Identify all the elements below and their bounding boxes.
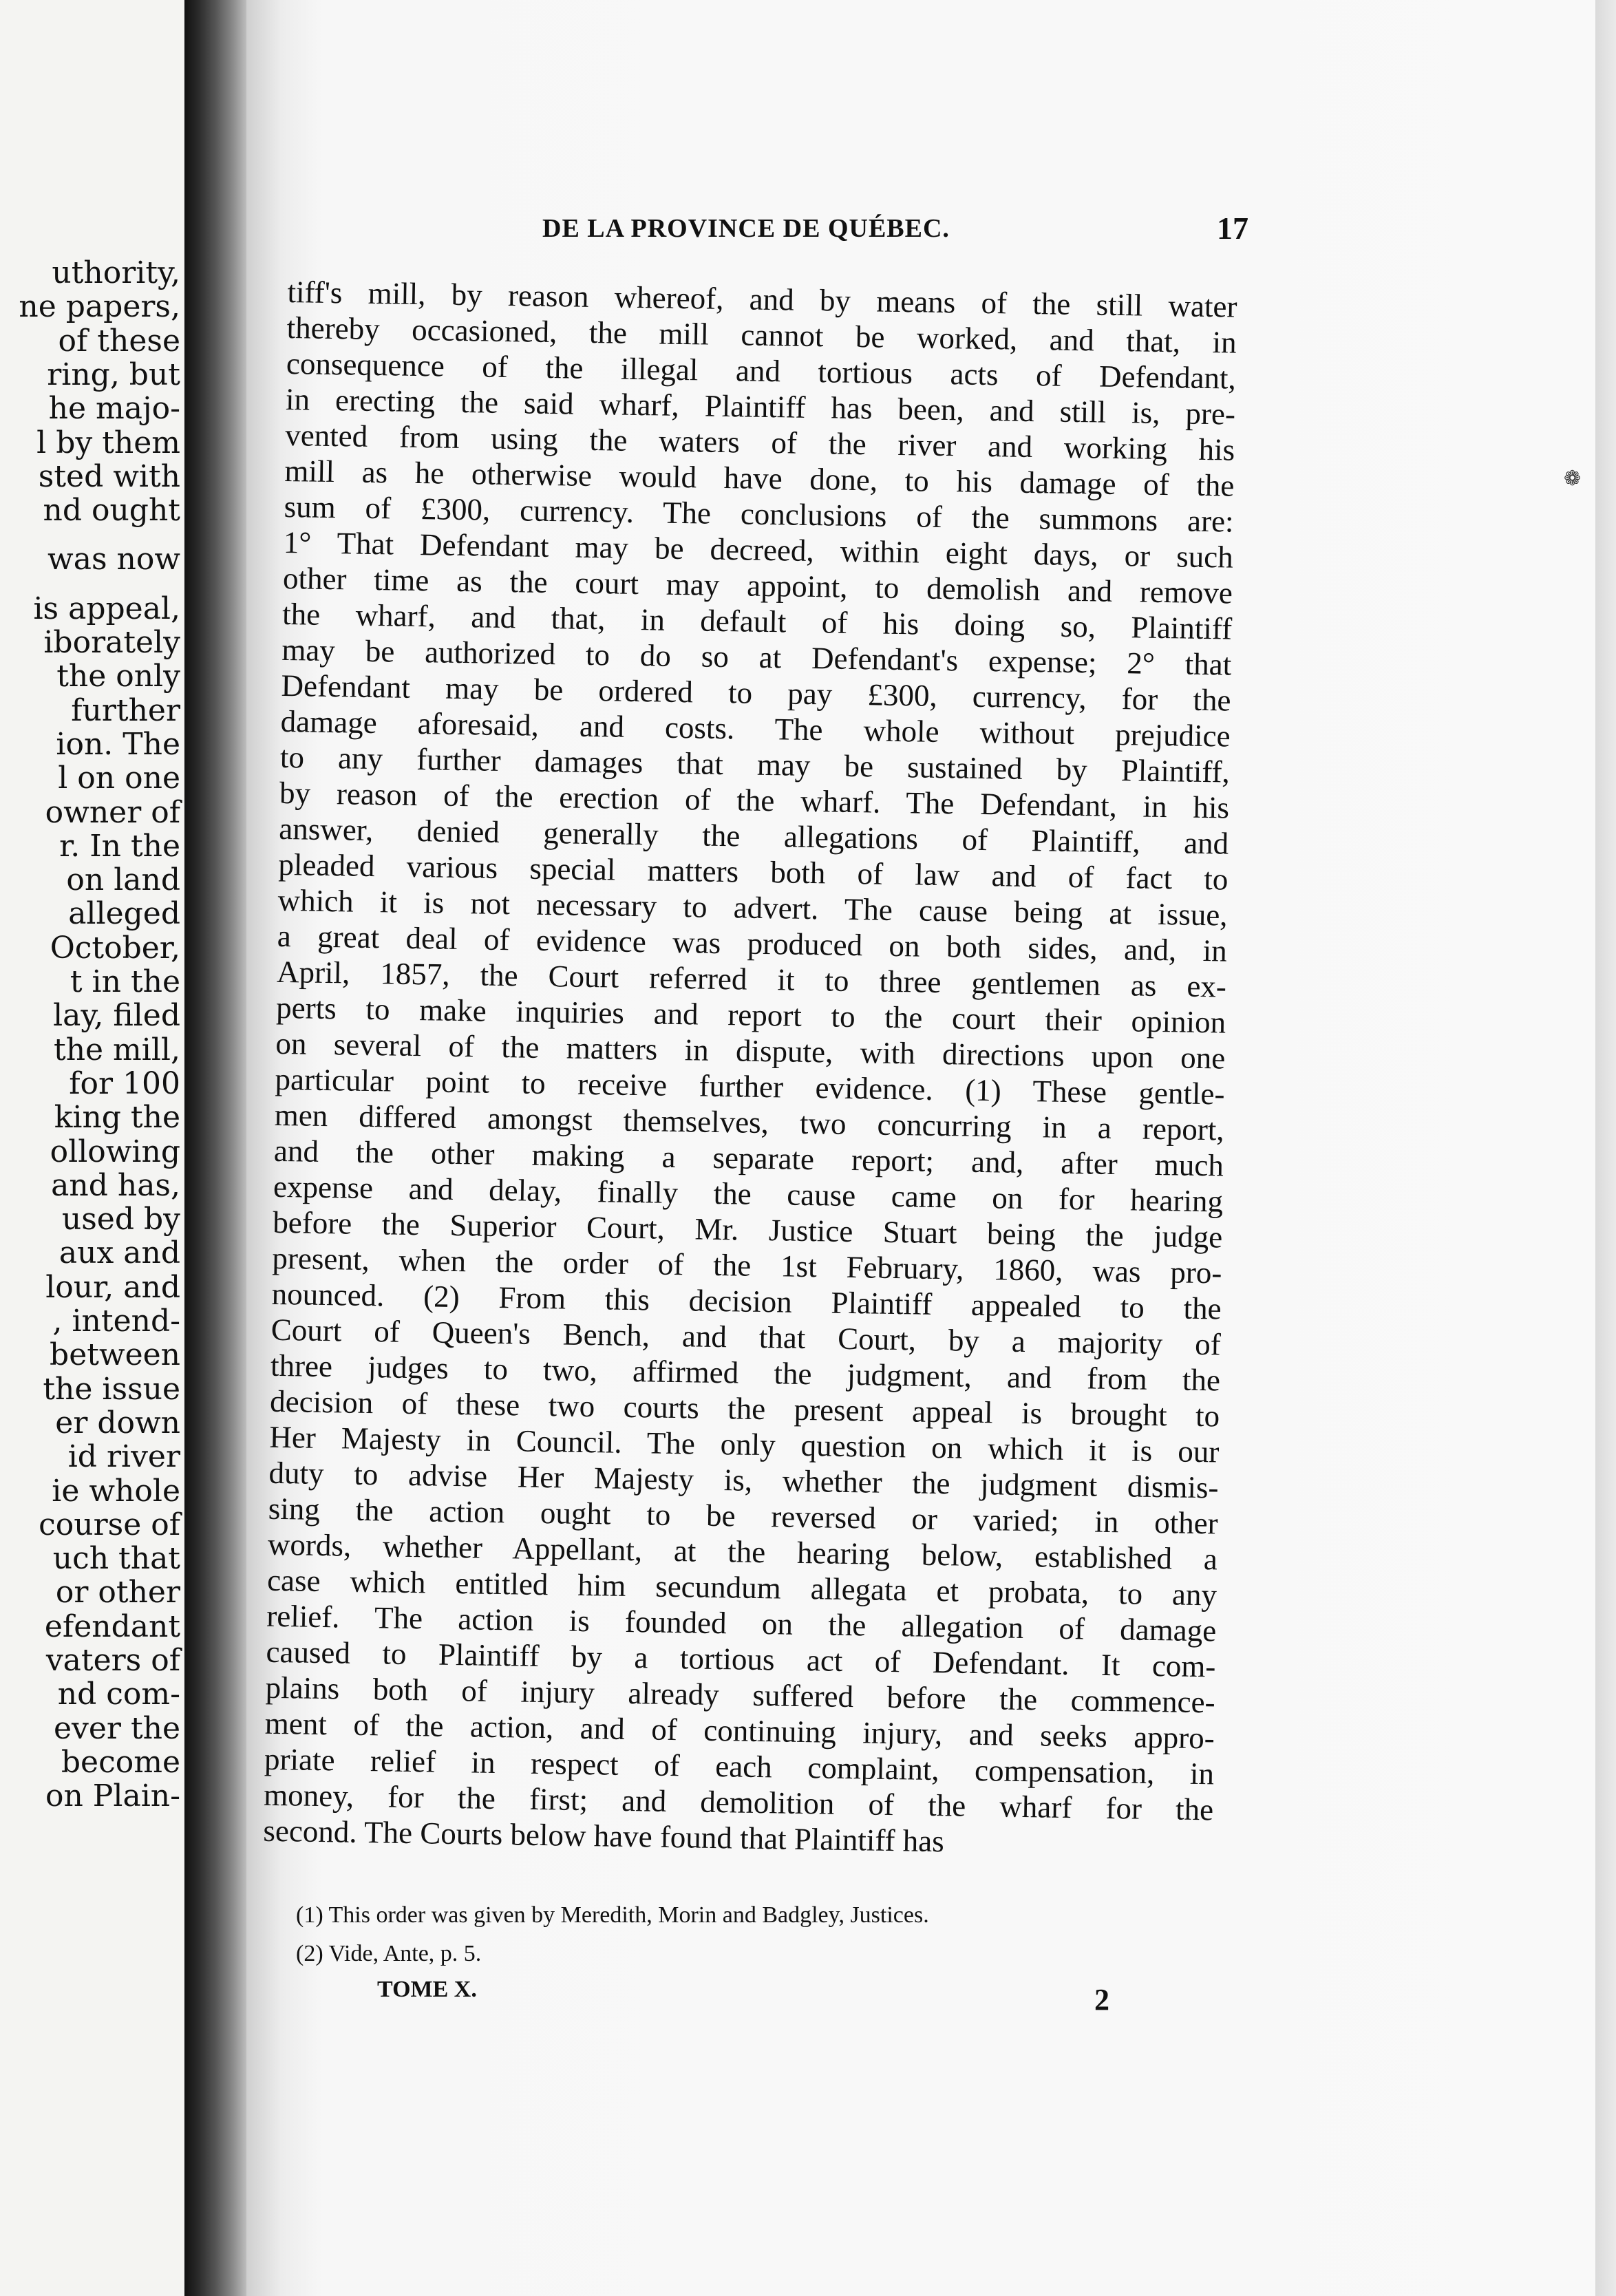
left-page-line: ever the: [53, 1710, 180, 1746]
running-head: DE LA PROVINCE DE QUÉBEC.: [542, 214, 950, 243]
body-line: present, when the order of the 1st February, 1860, was pro-: [272, 1240, 1222, 1290]
body-line: words, whether Appellant, at the hearing below, established a: [267, 1527, 1218, 1577]
left-page-line: for 100: [69, 1065, 180, 1101]
footnote-2: (2) Vide, Ante, p. 5.: [296, 1941, 482, 1966]
left-page-line: nd ought: [43, 493, 180, 529]
body-line: relief. The action is founded on the allegation of damage: [266, 1598, 1217, 1648]
signature-mark: TOME X.: [377, 1977, 477, 2002]
body-line: second. The Courts below have found that Plaintiff has: [263, 1813, 945, 1859]
left-page-line: on Plain-: [45, 1778, 180, 1814]
body-line: nounced. (2) From this decision Plaintiff appealed to the: [271, 1276, 1222, 1326]
left-page-line: he majo-: [48, 391, 180, 427]
left-page-line: iborately: [43, 625, 180, 660]
book-gutter: [184, 0, 246, 2296]
left-page-line: king the: [54, 1100, 180, 1136]
left-page-line: lay, filed: [53, 998, 180, 1034]
margin-mark-icon: ❁: [1564, 467, 1582, 491]
left-page-line: sted with: [38, 458, 180, 494]
left-page-line: course of: [39, 1507, 180, 1542]
left-page-line: between: [50, 1337, 180, 1373]
left-page-line: l on one: [58, 761, 180, 796]
body-line: plains both of injury already suffered before the commence-: [265, 1670, 1215, 1720]
left-page-line: was now: [47, 542, 180, 577]
body-line: men differed amongst themselves, two concurring in a report,: [274, 1097, 1225, 1147]
footnotes: [296, 1896, 1191, 1973]
body-line: may be authorized to do so at Defendant's expense; 2° that: [281, 632, 1232, 682]
left-page-line: is appeal,: [33, 591, 180, 626]
body-line: tiff's mill, by reason whereof, and by means of the still water: [287, 274, 1237, 324]
body-line: pleaded various special matters both of law and of fact to: [278, 847, 1229, 897]
body-line: in erecting the said wharf, Plaintiff has been, and still is, pre-: [285, 381, 1236, 432]
body-line: vented from using the waters of the river and working his: [284, 417, 1235, 467]
body-line: consequence of the illegal and tortious acts of Defendant,: [286, 346, 1237, 396]
body-line: duty to advise Her Majesty is, whether the judgment dismis-: [268, 1455, 1219, 1505]
left-page-line: further: [71, 692, 180, 728]
page-number: 17: [1217, 211, 1248, 246]
left-page-line: on land: [66, 862, 180, 898]
left-page-line: the only: [56, 659, 180, 694]
body-line: Defendant may be ordered to pay £300, currency, for the: [281, 668, 1231, 718]
left-page-line: or other: [55, 1575, 180, 1611]
body-line: expense and delay, finally the cause came on for hearing: [273, 1169, 1224, 1219]
left-page-line: t in the: [70, 964, 180, 999]
body-line: answer, denied generally the allegations of Plaintiff, and: [278, 811, 1229, 861]
signature-number: 2: [1094, 1983, 1109, 2017]
body-line: 1° That Defendant may be decreed, within eight days, or such: [283, 524, 1234, 575]
page-edge: [1595, 0, 1616, 2296]
left-page-line: the issue: [43, 1371, 180, 1407]
body-line: perts to make inquiries and report to the court their opinion: [275, 990, 1226, 1040]
left-page-line: ring, but: [47, 357, 180, 392]
left-page-line: l by them: [36, 425, 180, 460]
body-line: before the Superior Court, Mr. Justice Stuart being the judge: [272, 1204, 1223, 1255]
body-line: money, for the first; and demolition of the wharf for the: [263, 1777, 1214, 1827]
body-text: [263, 274, 1237, 1863]
body-line: particular point to receive further evidence. (1) These gentle-: [275, 1061, 1225, 1112]
left-page-line: ne papers,: [19, 289, 180, 325]
left-page-line: nd com-: [57, 1677, 180, 1712]
body-line: decision of these two courts the present appeal is brought to: [269, 1383, 1220, 1434]
left-page-line: used by: [61, 1202, 180, 1237]
body-line: caused to Plaintiff by a tortious act of Defendant. It com-: [266, 1634, 1216, 1684]
left-page-line: October,: [50, 930, 180, 966]
left-page-line: lour, and: [45, 1269, 180, 1305]
left-page-line: uthority,: [52, 255, 180, 290]
body-line: by reason of the erection of the wharf. The Defendant, in his: [279, 775, 1230, 825]
body-line: thereby occasioned, the mill cannot be worked, and that, in: [286, 310, 1237, 360]
body-line: Her Majesty in Council. The only question on which it is our: [269, 1419, 1220, 1469]
left-page-line: become: [61, 1744, 180, 1780]
body-line: and the other making a separate report; and, after much: [273, 1133, 1224, 1183]
body-line: a great deal of evidence was produced on both sides, and, in: [277, 918, 1228, 968]
left-page-line: aux and: [59, 1235, 180, 1271]
left-page-line: r. In the: [59, 828, 180, 864]
left-page-line: id river: [67, 1439, 180, 1475]
body-line: other time as the court may appoint, to demolish and remove: [282, 560, 1233, 610]
body-line: Court of Queen's Bench, and that Court, by a majority of: [270, 1312, 1222, 1362]
body-line: priate relief in respect of each complaint, compensation, in: [264, 1741, 1215, 1792]
left-page-line: ollowing: [50, 1134, 180, 1169]
left-page-line: alleged: [68, 896, 180, 932]
left-page-line: ion. The: [56, 726, 180, 762]
footnote-1: (1) This order was given by Meredith, Morin and Badgley, Justices.: [296, 1902, 929, 1928]
body-line: damage aforesaid, and costs. The whole without prejudice: [280, 703, 1231, 754]
left-page-line: of these: [58, 323, 180, 359]
left-page-line: uch that: [52, 1541, 180, 1577]
body-line: the wharf, and that, in default of his doing so, Plaintiff: [281, 596, 1233, 646]
body-line: case which entitled him secundum allegata et probata, to any: [266, 1562, 1218, 1613]
left-page-line: , intend-: [52, 1304, 180, 1339]
body-line: sing the action ought to be reversed or varied; in other: [268, 1491, 1219, 1541]
body-line: ment of the action, and of continuing injury, and seeks appro-: [264, 1705, 1215, 1756]
left-page-line: and has,: [51, 1167, 180, 1203]
body-line: on several of the matters in dispute, with directions upon one: [275, 1025, 1226, 1076]
body-line: April, 1857, the Court referred it to three gentlemen as ex-: [276, 954, 1227, 1004]
body-line: to any further damages that may be sustained by Plaintiff,: [279, 739, 1231, 789]
body-line: mill as he otherwise would have done, to his damage of the: [284, 453, 1235, 503]
left-page-line: efendant: [44, 1608, 180, 1644]
body-line: three judges to two, affirmed the judgment, and from the: [270, 1348, 1221, 1398]
left-page-line: er down: [55, 1405, 180, 1441]
left-page-line: ie whole: [52, 1473, 180, 1509]
left-page-line: vaters of: [45, 1643, 180, 1678]
body-line: which it is not necessary to advert. The cause being at issue,: [277, 882, 1228, 933]
left-page-line: owner of: [45, 794, 180, 830]
body-line: sum of £300, currency. The conclusions of the summons are:: [284, 489, 1234, 539]
left-page-line: the mill,: [54, 1032, 180, 1067]
